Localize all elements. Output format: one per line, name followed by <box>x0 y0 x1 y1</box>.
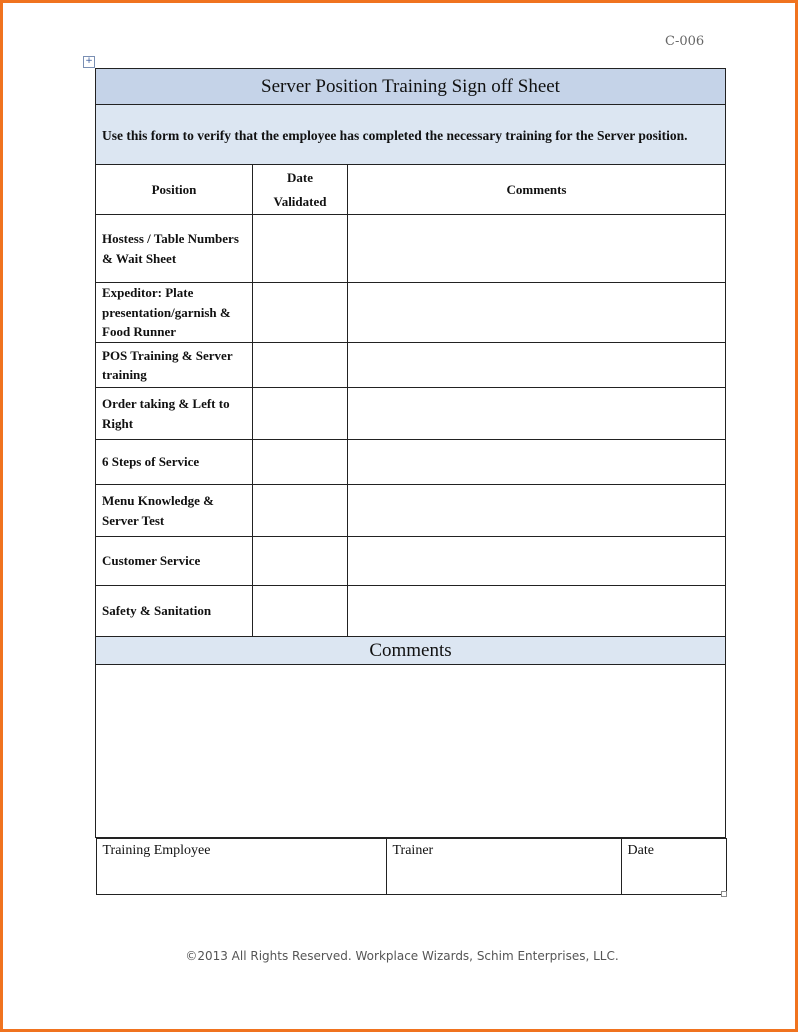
header-date-validated <box>253 165 348 215</box>
trainer-field[interactable]: Trainer <box>386 839 621 895</box>
date-field[interactable]: Date <box>621 839 726 895</box>
row-position: Customer Service <box>96 537 253 586</box>
training-sign-off-table <box>95 68 726 895</box>
intro-text: Use this form to verify that the employee has completed the necessary training for the Server position. <box>96 105 726 165</box>
comments-area[interactable] <box>96 665 726 838</box>
header-date-line1: Date <box>287 169 313 185</box>
row-position: Menu Knowledge & Server Test <box>96 485 253 537</box>
row-date-cell[interactable] <box>253 388 348 440</box>
row-comments-cell[interactable] <box>348 537 726 586</box>
row-date-cell[interactable] <box>253 283 348 343</box>
header-comments: Comments <box>348 165 726 215</box>
header-position: Position <box>96 165 253 215</box>
table-row <box>96 215 726 283</box>
row-comments-cell[interactable] <box>348 586 726 637</box>
row-date-cell[interactable] <box>253 343 348 388</box>
table-row <box>96 440 726 485</box>
row-position: POS Training & Server training <box>96 343 253 388</box>
footer-copyright: ©2013 All Rights Reserved. Workplace Wizards, Schim Enterprises, LLC. <box>185 949 619 963</box>
row-position: Safety & Sanitation <box>96 586 253 637</box>
table-row <box>96 586 726 637</box>
signature-table <box>96 838 727 895</box>
row-position: Hostess / Table Numbers & Wait Sheet <box>96 215 253 283</box>
table-move-handle-icon[interactable]: + <box>83 56 95 68</box>
comments-section-title: Comments <box>96 637 726 665</box>
training-employee-field[interactable]: Training Employee <box>96 839 386 895</box>
row-position: Order taking & Left to Right <box>96 388 253 440</box>
table-resize-handle[interactable] <box>721 891 727 897</box>
sheet-title: Server Position Training Sign off Sheet <box>96 69 726 105</box>
row-position: Expeditor: Plate presentation/garnish & Food Runner <box>96 283 253 343</box>
table-row <box>96 388 726 440</box>
row-comments-cell[interactable] <box>348 485 726 537</box>
row-date-cell[interactable] <box>253 586 348 637</box>
header-date-line2: Validated <box>273 193 327 209</box>
table-row <box>96 537 726 586</box>
row-date-cell[interactable] <box>253 215 348 283</box>
row-position: 6 Steps of Service <box>96 440 253 485</box>
row-comments-cell[interactable] <box>348 283 726 343</box>
row-comments-cell[interactable] <box>348 388 726 440</box>
row-date-cell[interactable] <box>253 537 348 586</box>
row-comments-cell[interactable] <box>348 343 726 388</box>
row-comments-cell[interactable] <box>348 215 726 283</box>
table-row <box>96 485 726 537</box>
row-date-cell[interactable] <box>253 440 348 485</box>
row-date-cell[interactable] <box>253 485 348 537</box>
table-row <box>96 343 726 388</box>
table-row <box>96 283 726 343</box>
row-comments-cell[interactable] <box>348 440 726 485</box>
form-code: C-006 <box>665 34 705 49</box>
